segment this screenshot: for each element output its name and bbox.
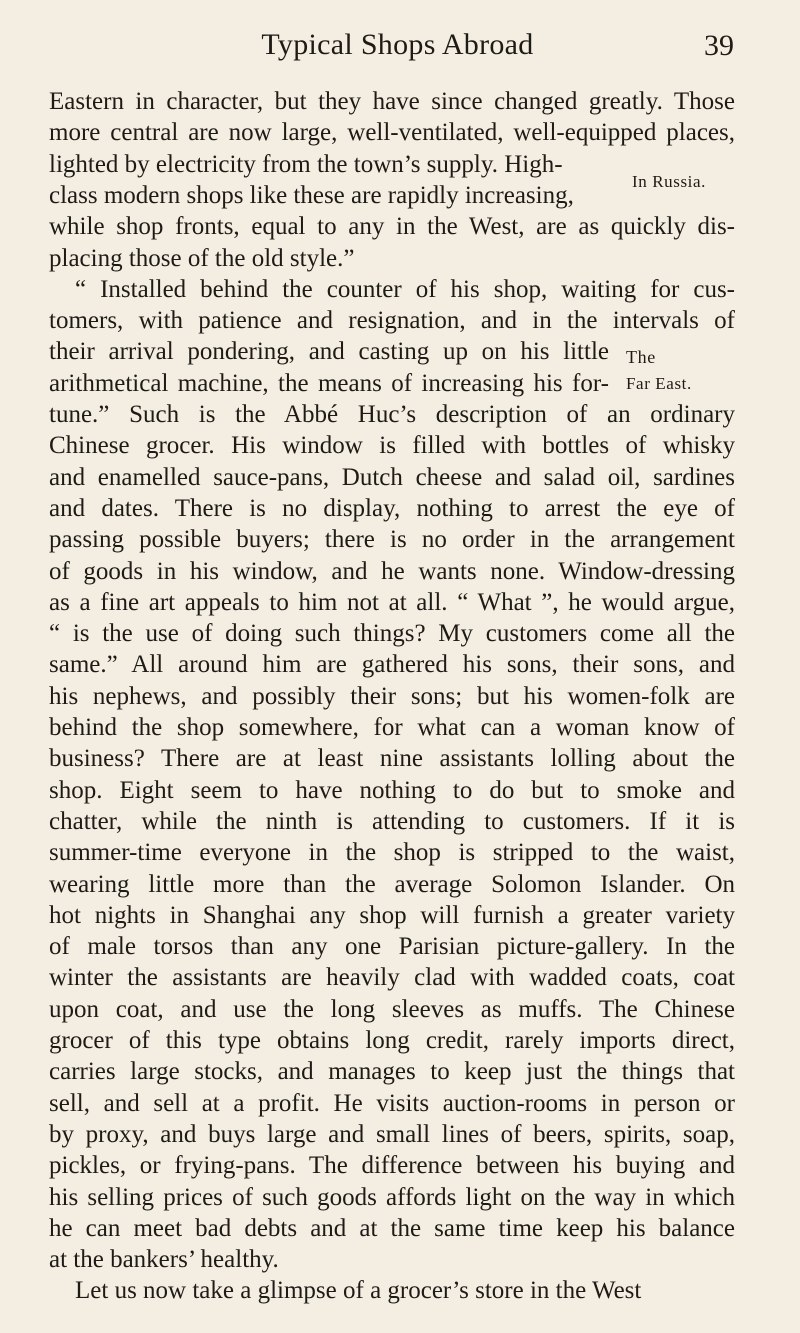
- margin-note-russia: In Russia.: [632, 171, 706, 191]
- text-line: Let us now take a glimpse of a grocer’s store in the West: [75, 1277, 642, 1305]
- text-line: summer-time everyone in the shop is stripped to the waist,: [49, 839, 735, 867]
- text-line: same.” All around him are gathered his sons, their sons, and: [49, 651, 735, 679]
- text-line: hot nights in Shanghai any shop will furnish a greater variety: [49, 901, 735, 929]
- text-line: he can meet bad debts and at the same time keep his balance: [49, 1214, 735, 1242]
- text-line: passing possible buyers; there is no order in the arrangement: [49, 526, 735, 554]
- text-line: carries large stocks, and manages to keep just the things that: [49, 1058, 735, 1086]
- text-line: while shop fronts, equal to any in the West, are as quickly dis-: [49, 213, 735, 241]
- text-line: upon coat, and use the long sleeves as muffs. The Chinese: [49, 995, 735, 1023]
- text-line: at the bankers’ healthy.: [49, 1246, 279, 1274]
- text-line: arithmetical machine, the means of increasing his for-: [49, 369, 609, 397]
- text-line: Eastern in character, but they have since changed greatly. Those: [49, 88, 735, 115]
- running-head: Typical Shops Abroad: [261, 28, 534, 61]
- margin-note-far-east: Far East.: [626, 373, 692, 393]
- text-line: “ Installed behind the counter of his shop, waiting for cus-: [75, 275, 735, 303]
- text-line: tomers, with patience and resignation, and in the intervals of: [49, 307, 735, 335]
- text-line: grocer of this type obtains long credit, rarely imports direct,: [49, 1027, 735, 1054]
- text-line: and dates. There is no display, nothing to arrest the eye of: [49, 494, 735, 522]
- text-line: placing those of the old style.”: [49, 244, 355, 272]
- text-line: tune.” Such is the Abbé Huc’s description of an ordinary: [49, 401, 735, 428]
- text-line: as a fine art appeals to him not at all. “ What ”, he would argue,: [49, 588, 735, 616]
- text-line: class modern shops like these are rapidly increasing,: [49, 181, 574, 209]
- text-line: winter the assistants are heavily clad with wadded coats, coat: [49, 964, 735, 992]
- text-line: shop. Eight seem to have nothing to do but to smoke and: [49, 776, 735, 804]
- margin-note-the: The: [626, 347, 656, 368]
- text-line: behind the shop somewhere, for what can a woman know of: [49, 714, 735, 741]
- text-line: their arrival pondering, and casting up on his little: [49, 338, 609, 366]
- text-line: “ is the use of doing such things? My customers come all the: [49, 620, 735, 648]
- page-number: 39: [704, 29, 734, 62]
- text-line: Chinese grocer. His window is filled with bottles of whisky: [49, 432, 735, 460]
- text-line: business? There are at least nine assistants lolling about the: [49, 745, 735, 773]
- text-line: sell, and sell at a profit. He visits auction-rooms in person or: [49, 1089, 735, 1117]
- text-line: lighted by electricity from the town’s supply. High-: [49, 150, 563, 178]
- text-line: by proxy, and buys large and small lines of beers, spirits, soap,: [49, 1120, 735, 1148]
- text-line: his selling prices of such goods affords light on the way in which: [49, 1183, 735, 1211]
- text-line: and enamelled sauce-pans, Dutch cheese and salad oil, sardines: [49, 463, 735, 491]
- text-line: pickles, or frying-pans. The difference between his buying and: [49, 1152, 735, 1180]
- text-line: his nephews, and possibly their sons; but his women-folk are: [49, 682, 735, 710]
- text-line: wearing little more than the average Solomon Islander. On: [49, 870, 735, 898]
- text-line: of male torsos than any one Parisian picture-gallery. In the: [49, 933, 735, 961]
- text-line: of goods in his window, and he wants none. Window-dressing: [49, 557, 735, 585]
- text-line: chatter, while the ninth is attending to customers. If it is: [49, 807, 735, 835]
- text-line: more central are now large, well-ventilated, well-equipped places,: [49, 119, 735, 147]
